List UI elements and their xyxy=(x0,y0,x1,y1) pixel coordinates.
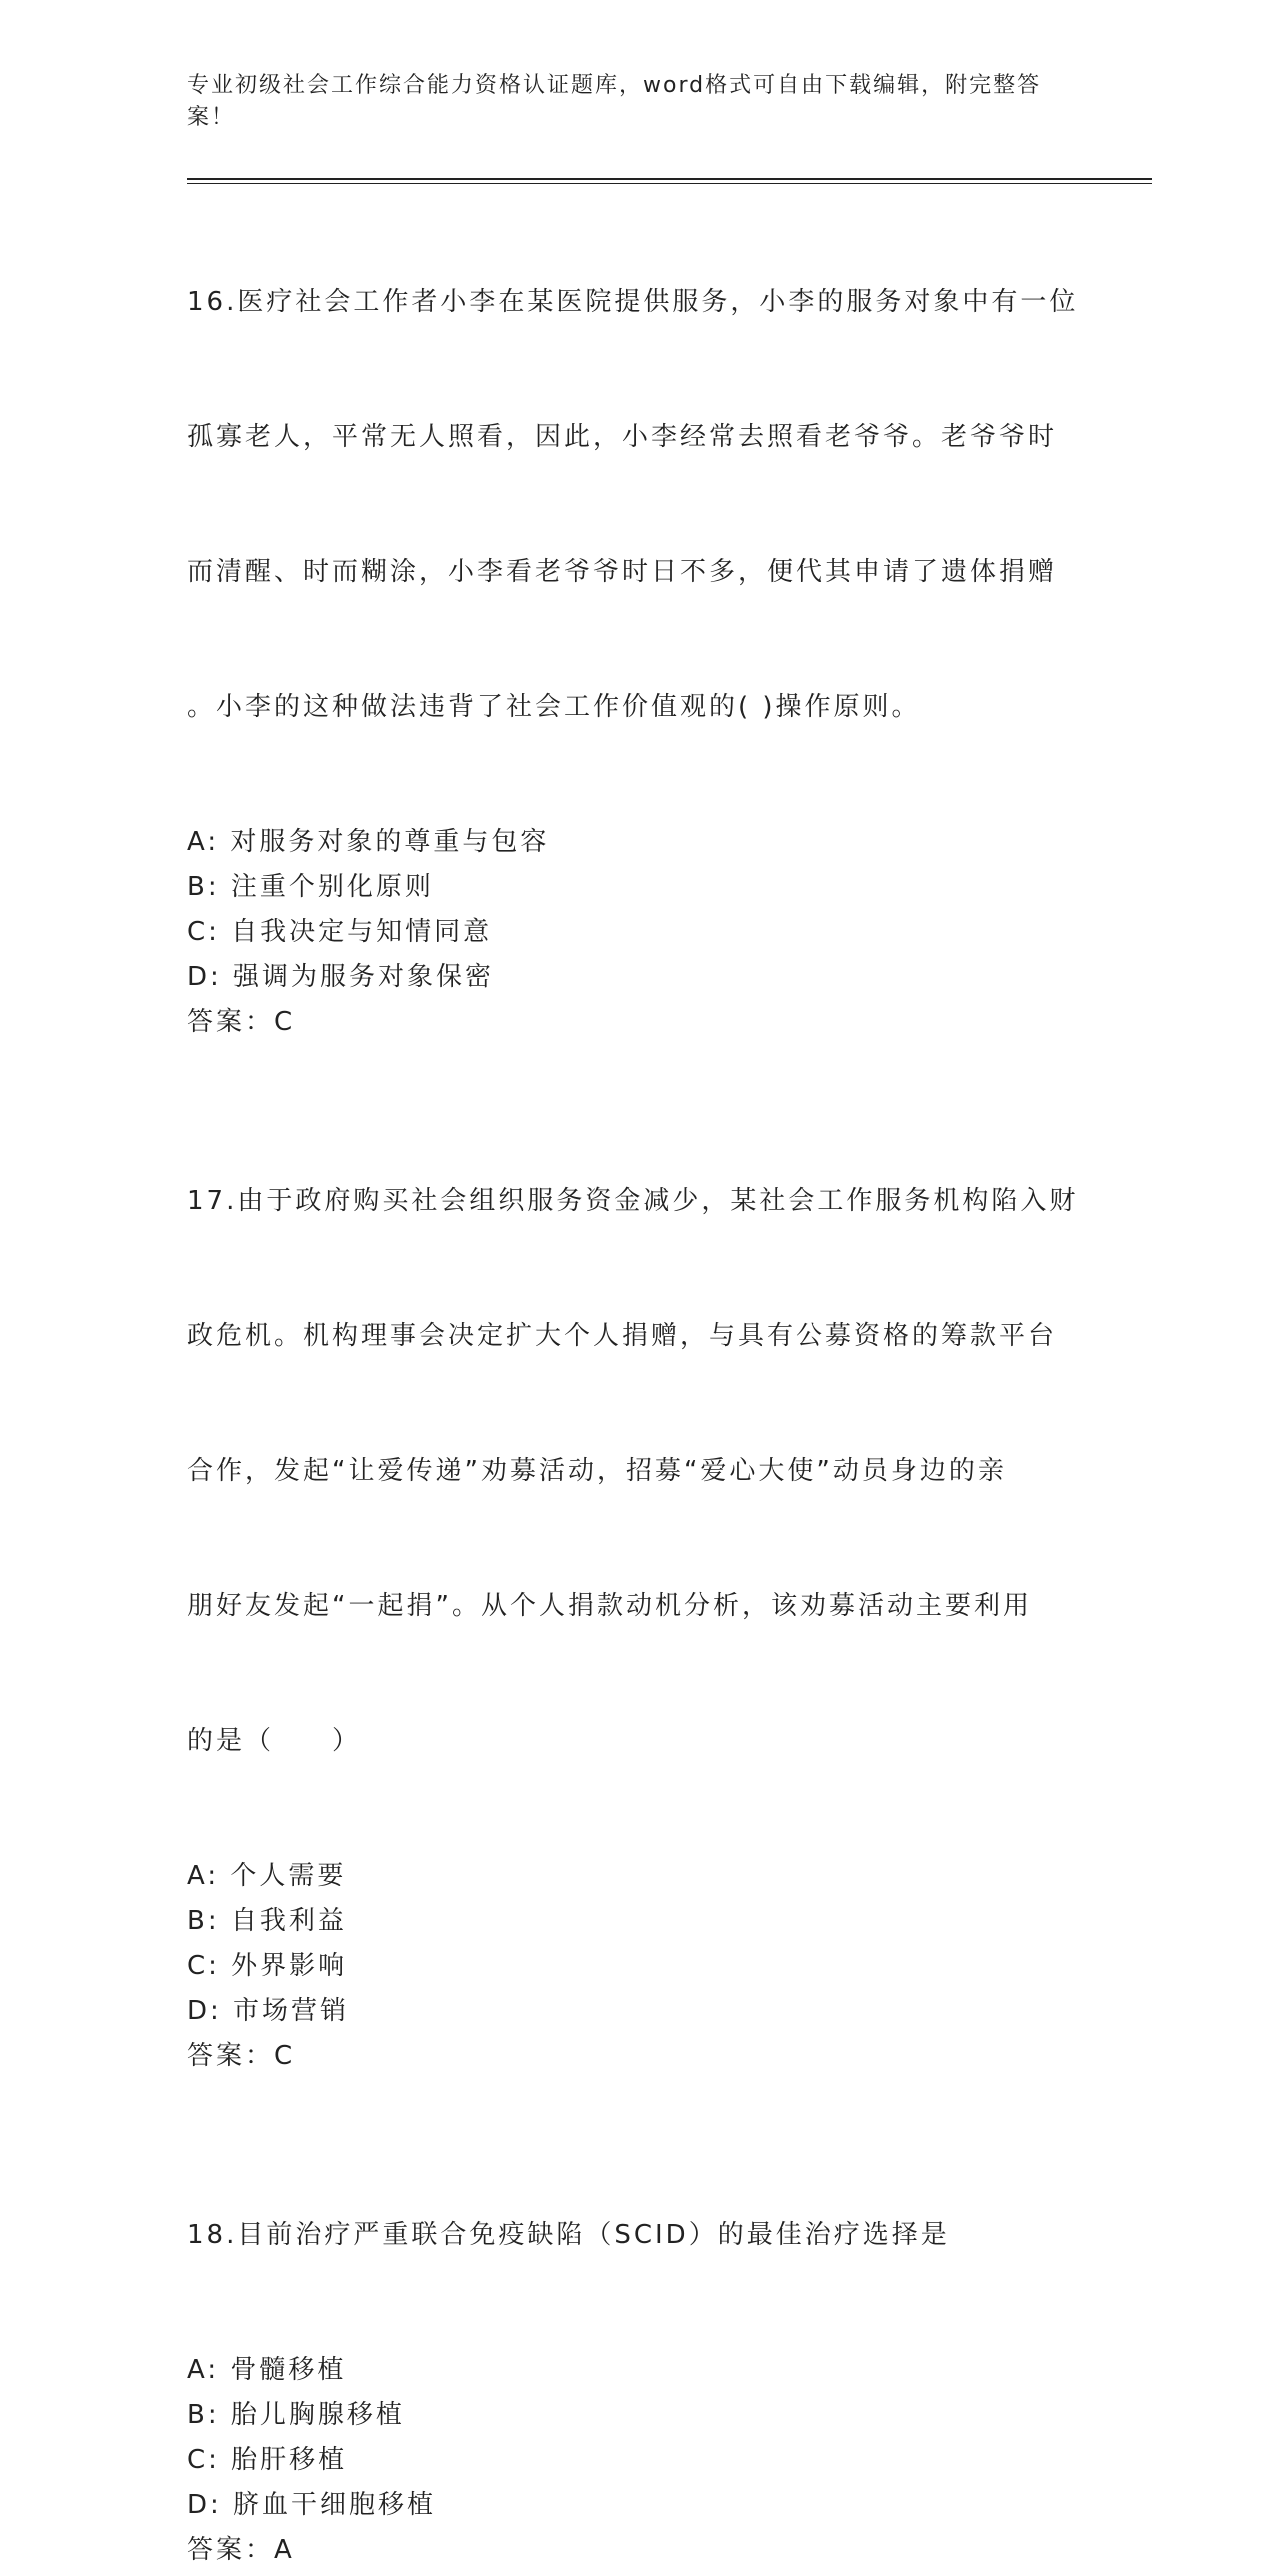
question-spacer xyxy=(187,2079,1087,2123)
stem-line: 朋好友发起“一起捐”。从个人捐款动机分析，该劝募活动主要利用 xyxy=(187,1591,1032,1621)
question-17 xyxy=(187,1089,1087,2079)
option-b: B: 自我利益 xyxy=(187,1906,347,1936)
option-a: A: 对服务对象的尊重与包容 xyxy=(187,827,550,857)
question-spacer xyxy=(187,1045,1087,1089)
stem-line: 政危机。机构理事会决定扩大个人捐赠，与具有公募资格的筹款平台 xyxy=(187,1321,1058,1351)
header-line-2: 案！ xyxy=(187,105,236,130)
question-stem xyxy=(187,2123,1087,2348)
answer: 答案：C xyxy=(187,2041,296,2071)
stem-line: 18.目前治疗严重联合免疫缺陷（SCID）的最佳治疗选择是 xyxy=(187,2220,950,2250)
header-rule-thick xyxy=(187,178,1152,180)
option-b: B: 胎儿胸腺移植 xyxy=(187,2400,405,2430)
stem-line: 。小李的这种做法违背了社会工作价值观的( )操作原则。 xyxy=(187,692,921,722)
option-d: D: 市场营销 xyxy=(187,1996,350,2026)
option-b: B: 注重个别化原则 xyxy=(187,872,434,902)
question-16 xyxy=(187,190,1087,1045)
option-d: D: 脐血干细胞移植 xyxy=(187,2490,437,2520)
option-c: C: 自我决定与知情同意 xyxy=(187,917,493,947)
header-rule-thin xyxy=(187,183,1152,184)
answer: 答案：C xyxy=(187,1007,296,1037)
question-stem xyxy=(187,190,1087,820)
header-line-1: 专业初级社会工作综合能力资格认证题库，word格式可自由下载编辑，附完整答 xyxy=(187,73,1042,98)
answer: 答案：A xyxy=(187,2535,295,2565)
question-stem xyxy=(187,1089,1087,1854)
stem-line: 而清醒、时而糊涂，小李看老爷爷时日不多，便代其申请了遗体捐赠 xyxy=(187,557,1058,587)
stem-line: 16.医疗社会工作者小李在某医院提供服务，小李的服务对象中有一位 xyxy=(187,287,1079,317)
stem-line: 17.由于政府购买社会组织服务资金减少，某社会工作服务机构陷入财 xyxy=(187,1186,1079,1216)
question-18 xyxy=(187,2123,1087,2573)
option-a: A: 骨髓移植 xyxy=(187,2355,347,2385)
option-c: C: 外界影响 xyxy=(187,1951,348,1981)
stem-line: 的是（ ） xyxy=(187,1726,362,1756)
stem-line: 合作，发起“让爱传递”劝募活动，招募“爱心大使”动员身边的亲 xyxy=(187,1456,1007,1486)
stem-line: 孤寡老人，平常无人照看，因此，小李经常去照看老爷爷。老爷爷时 xyxy=(187,422,1058,452)
question-list xyxy=(187,190,1087,2573)
option-d: D: 强调为服务对象保密 xyxy=(187,962,495,992)
document-header xyxy=(187,70,1067,134)
option-a: A: 个人需要 xyxy=(187,1861,347,1891)
option-c: C: 胎肝移植 xyxy=(187,2445,348,2475)
